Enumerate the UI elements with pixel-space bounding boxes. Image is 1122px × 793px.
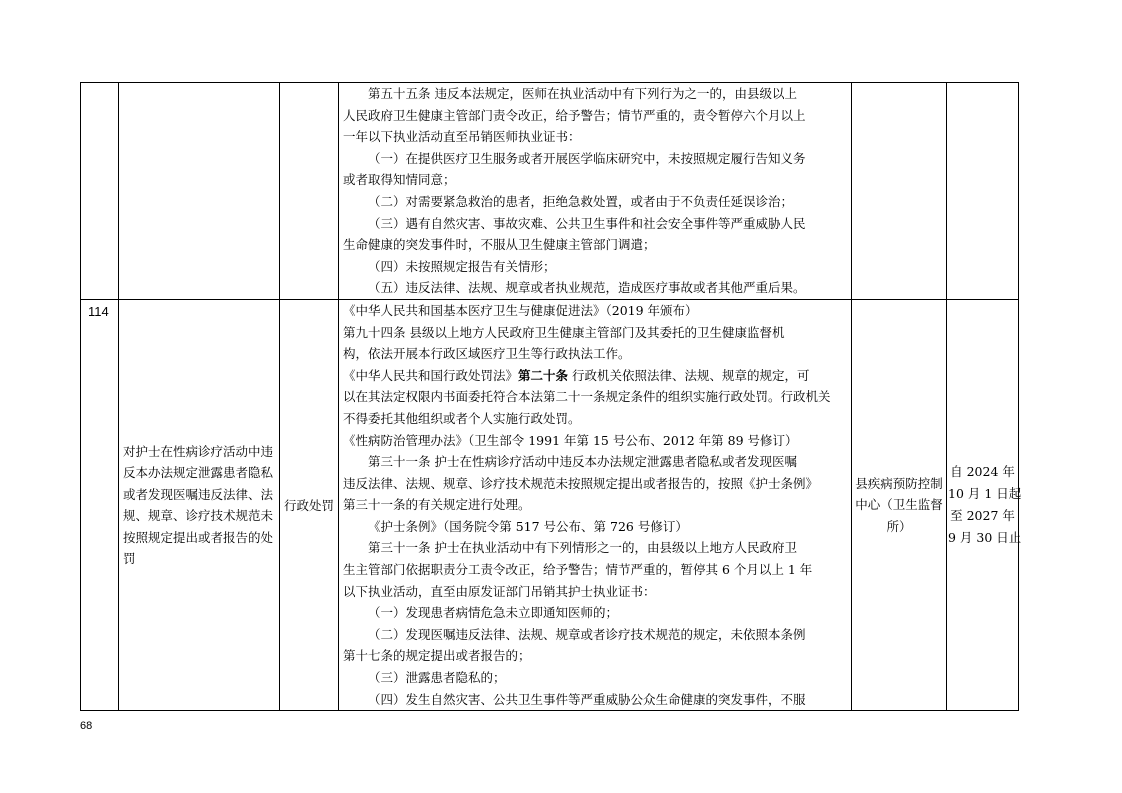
law-text (343, 300, 847, 710)
article-heading: 第二十条 (518, 367, 569, 383)
department: 县疾病预防控制中心（卫生监督所） (852, 299, 947, 710)
law-basis-cell (339, 83, 852, 300)
law-line: 第五十五条 违反本法规定，医师在执业活动中有下列行为之一的，由县级以上 (368, 86, 797, 101)
powers-table (80, 82, 1022, 711)
law-line: （一）发现患者病情危急未立即通知医师的； (368, 605, 619, 621)
law-line: 第九十四条 县级以上地方人民政府卫生健康主管部门及其委托的卫生健康监督机 (343, 324, 785, 340)
item-name: 对护士在性病诊疗活动中违反本办法规定泄露患者隐私或者发现医嘱违反法律、法规、规章、诊疗技术规范未按照规定提出或者报告的处罚 (119, 299, 280, 710)
law-line: 《性病防治管理办法》（卫生部令 1991 年第 15 号公布、2012 年第 89 号修订） (343, 432, 798, 448)
law-line: （四）未按照规定报告有关情形； (368, 258, 556, 274)
law-line: （三）泄露患者隐私的； (368, 670, 506, 686)
law-line: 不得委托其他组织或者个人实施行政处罚。 (343, 410, 581, 426)
law-line: 《护士条例》（国务院令第 517 号公布、第 726 号修订） (368, 518, 688, 534)
law-line: （五）违反法律、法规、规章或者执业规范，造成医疗事故或者其他严重后果。 (368, 280, 806, 296)
category: 行政处罚 (280, 299, 339, 710)
law-line: （二）对需要紧急救治的患者，拒绝急救处置，或者由于不负责任延误诊治； (368, 193, 794, 209)
item-name-cell (119, 83, 280, 300)
law-line: （一）在提供医疗卫生服务或者开展医学临床研究中，未按照规定履行告知义务 (368, 150, 806, 166)
law-line: 《中华人民共和国基本医疗卫生与健康促进法》（2019 年颁布） (343, 302, 698, 318)
law-line: 生主管部门依据职责分工责令改正，给予警告；情节严重的，暂停其 6 个月以上 1 年 (343, 562, 813, 578)
period-line: 10 月 1 日起 (948, 486, 1022, 502)
period-cell (947, 83, 1019, 300)
law-text (343, 83, 847, 299)
law-basis-cell (339, 299, 852, 710)
law-line: 以在其法定权限内书面委托符合本法第二十一条规定条件的组织实施行政处罚。行政机关 (343, 389, 831, 405)
law-line: 人民政府卫生健康主管部门责令改正，给予警告；情节严重的，责令暂停六个月以上 (343, 107, 806, 123)
law-line: 或者取得知情同意； (343, 172, 456, 188)
law-line: 一年以下执业活动直至吊销医师执业证书： (343, 129, 581, 145)
law-line: 以下执业活动，直至由原发证部门吊销其护士执业证书： (343, 583, 656, 599)
law-line: （二）发现医嘱违反法律、法规、规章或者诊疗技术规范的规定，未依照本条例 (368, 626, 806, 642)
period-line: 自 2024 年 (950, 464, 1015, 480)
law-line: 违反法律、法规、规章、诊疗技术规范未按照规定提出或者报告的，按照《护士条例》 (343, 475, 819, 491)
law-line: （四）发生自然灾害、公共卫生事件等严重威胁公众生命健康的突发事件，不服 (368, 691, 806, 707)
law-line: 第三十一条 护士在执业活动中有下列情形之一的，由县级以上地方人民政府卫 (368, 540, 797, 556)
law-line: 第三十一条 护士在性病诊疗活动中违反本办法规定泄露患者隐私或者发现医嘱 (368, 454, 797, 470)
number-cell (81, 83, 119, 300)
period-line: 9 月 30 日止 (948, 530, 1022, 546)
law-line: 《中华人民共和国行政处罚法》第二十条 行政机关依照法律、法规、规章的规定，可 (343, 367, 810, 383)
law-line: 生命健康的突发事件时，不服从卫生健康主管部门调遣； (343, 237, 656, 253)
row-number: 114 (81, 299, 119, 710)
law-line: 第十七条的规定提出或者报告的； (343, 648, 531, 664)
law-line: 第三十一条的有关规定进行处理。 (343, 497, 531, 513)
law-line: 构，依法开展本行政区域医疗卫生等行政执法工作。 (343, 346, 631, 362)
department-cell (852, 83, 947, 300)
table-row (81, 83, 1019, 300)
table-row (81, 299, 1019, 710)
period-cell (947, 299, 1022, 710)
page-number: 68 (80, 720, 93, 732)
period-line: 至 2027 年 (950, 508, 1015, 524)
law-line: （三）遇有自然灾害、事故灾难、公共卫生事件和社会安全事件等严重威胁人民 (368, 215, 806, 231)
category-cell (280, 83, 339, 300)
